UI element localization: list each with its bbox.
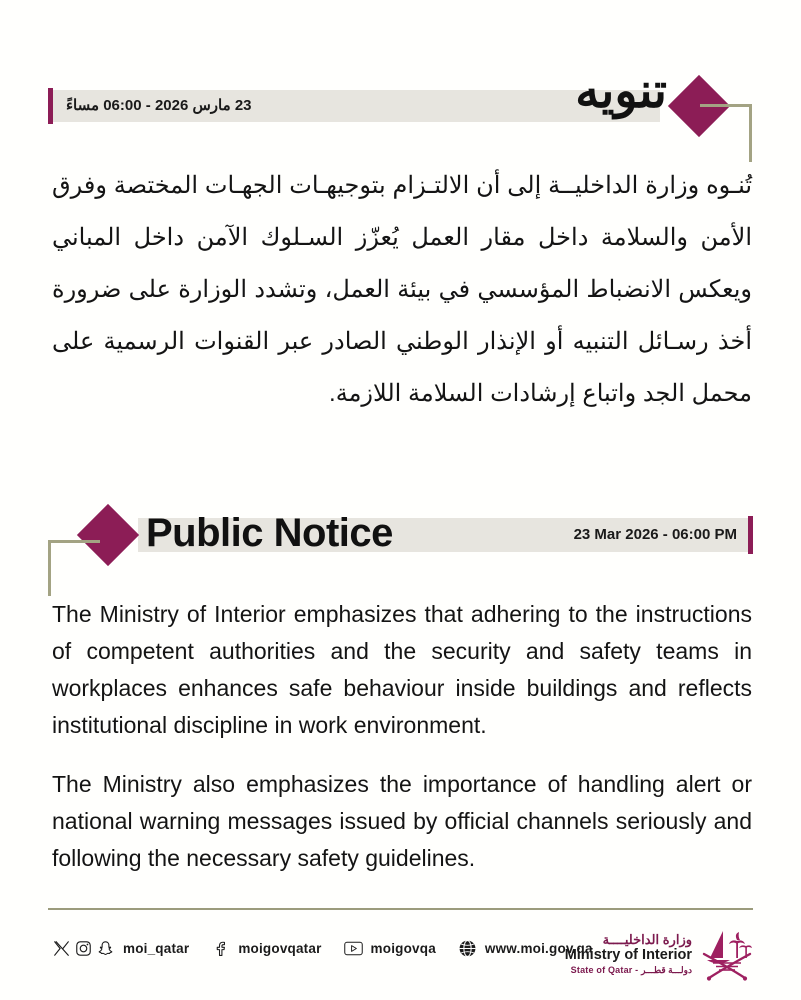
moi-logo [565, 925, 753, 983]
moi-logo-english-name: Ministry of Interior [564, 947, 692, 964]
social-handle[interactable]: moigovqatar [238, 941, 322, 956]
globe-icon[interactable] [458, 939, 477, 958]
english-connector-horizontal [48, 540, 100, 543]
english-diamond-icon [77, 504, 139, 566]
arabic-connector-vertical [749, 104, 752, 162]
youtube-icon[interactable] [344, 939, 363, 958]
arabic-date: 23 مارس 2026 - 06:00 مساءً [66, 97, 252, 114]
moi-logo-state-line: State of Qatar - دولـــة قطـــر [570, 964, 692, 975]
qatar-moi-emblem-icon [701, 925, 753, 983]
facebook-icon[interactable] [211, 939, 230, 958]
english-date-accent-bar [748, 516, 753, 554]
arabic-page-title: تنويه [575, 65, 667, 118]
moi-logo-wordmark [565, 933, 692, 975]
x-icon[interactable] [52, 939, 71, 958]
social-handle[interactable]: moi_qatar [123, 941, 190, 956]
moi-logo-arabic-name: وزارة الداخليــــة [602, 931, 692, 947]
footer [48, 925, 753, 987]
social-links [52, 939, 615, 958]
social-handle[interactable]: moigovqa [370, 941, 436, 956]
arabic-date-accent-bar [48, 88, 53, 124]
arabic-header [48, 65, 753, 128]
english-page-title: Public Notice [146, 511, 393, 555]
social-handle[interactable]: www.moi.gov.qa [484, 941, 593, 956]
english-paragraph: The Ministry of Interior emphasizes that adhering to the instructions of competent authorities and the security and safety teams in workplaces enhances safe behaviour inside buildings and reflects institutional discipline in work environment. [52, 601, 752, 738]
english-connector-vertical [48, 540, 51, 596]
snapchat-icon[interactable] [96, 939, 115, 958]
footer-divider [48, 908, 753, 910]
english-body-text [52, 596, 752, 877]
social-group-moigovqa[interactable] [344, 939, 436, 958]
instagram-icon[interactable] [74, 939, 93, 958]
english-header [48, 512, 753, 558]
english-date: 23 Mar 2026 - 06:00 PM [573, 526, 737, 543]
english-paragraph: The Ministry also emphasizes the importance of handling alert or national warning messages issued by official channels seriously and following the necessary safety guidelines. [52, 771, 752, 871]
social-group-moigovqatar[interactable] [211, 939, 321, 958]
arabic-connector-horizontal [700, 104, 752, 107]
arabic-body-text: تُنـوه وزارة الداخليــة إلى أن الالتـزام بتوجيهـات الجهـات المختصة وفرق الأمن والسلامة داخل مقار العمل يُعزّز السـلوك الآمن داخل المباني ويعكس الانضباط المؤسسي في بيئة العمل، وتشدد الوزارة على ضرورة أخذ رسـائل التنبيه أو الإنذار الوطني الصادر عبر القنوات الرسمية على محمل الجد واتباع إرشادات السلامة اللازمة. [52, 172, 752, 407]
social-group-moi-qatar[interactable] [52, 939, 189, 958]
